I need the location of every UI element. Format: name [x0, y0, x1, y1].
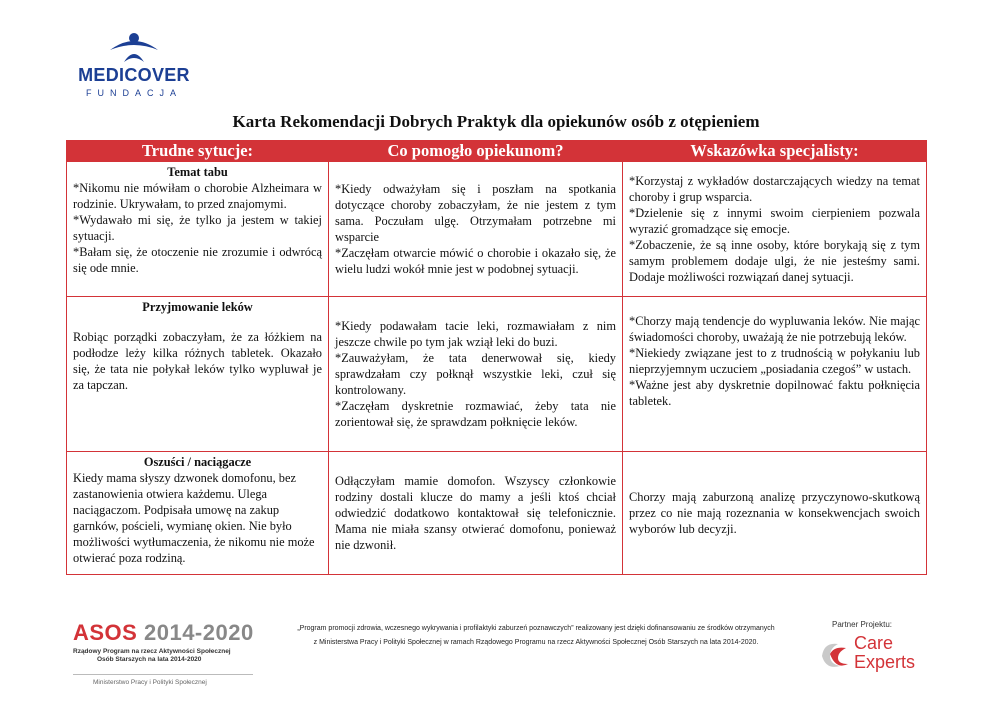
cell-text: Chorzy mają zaburzoną analizę przyczynowo-skutkową przez co nie mają rozeznania w konsekwencjach swoich wyborów lub decyzji.: [629, 490, 920, 536]
situation-cell: [67, 452, 329, 575]
header-specialist-advice: Wskazówka specjalisty:: [623, 141, 927, 162]
program-note: [276, 624, 796, 648]
cell-text: *Kiedy podawałam tacie leki, rozmawiałam z nim jeszcze chwile po tym jak wziął leki do buzi.: [335, 319, 616, 349]
page-title: Karta Rekomendacji Dobrych Praktyk dla opiekunów osób z otępieniem: [232, 112, 760, 131]
logo-brand-text: MEDICOVER: [78, 65, 190, 85]
asos-prefix: ASOS: [73, 620, 138, 645]
asos-title: [73, 620, 273, 646]
helped-cell: [329, 162, 623, 297]
cell-text: *Bałam się, że otoczenie nie zrozumie i odwrócą się ode mnie.: [73, 245, 322, 275]
cell-text: *Wydawało mi się, że tylko ja jestem w takiej sytuacji.: [73, 213, 322, 243]
situation-cell: [67, 297, 329, 452]
asos-logo: [73, 620, 273, 686]
table-header-row: [67, 141, 927, 162]
advice-cell: [623, 297, 927, 452]
helped-cell: [329, 297, 623, 452]
helped-cell: [329, 452, 623, 575]
cell-text: *Niekiedy związane jest to z trudnością w połykaniu lub nieprzyjemnym uczuciem „posiadania czegoś” w ustach.: [629, 346, 920, 376]
category-title: Oszuści / naciągacze: [143, 455, 252, 469]
table-row: [67, 297, 927, 452]
cell-text: *Chorzy mają tendencje do wypluwania leków. Nie mając świadomości choroby, uważają że nie potrzebują leków.: [629, 314, 920, 344]
cell-text: *Zobaczenie, że są inne osoby, które borykają się z tym samym problemem dodaje ulgi, że nie jesteśmy sami. Dodaje możliwości rozwiązań danej sytuacji.: [629, 238, 920, 284]
medicover-emblem-icon: [106, 28, 162, 64]
cell-text: *Nikomu nie mówiłam o chorobie Alzheimara w rodzinie. Ukrywałam, to przed znajomymi.: [73, 181, 322, 211]
advice-cell: [623, 452, 927, 575]
care-experts-logo-icon: [816, 638, 852, 672]
category-title: Temat tabu: [167, 165, 228, 179]
divider: [73, 674, 253, 675]
asos-subtitle-2: Osób Starszych na lata 2014-2020: [97, 656, 202, 663]
program-line-1: „Program promocji zdrowia, wczesnego wykrywania i profilaktyki zaburzeń poznawczych” realizowany jest dzięki dofinansowaniu ze środków otrzymanych: [297, 625, 775, 632]
partner-name-1: Care: [854, 633, 894, 653]
table-row: [67, 162, 927, 297]
cell-text: *Zaczęłam otwarcie mówić o chorobie i okazało się, że wielu ludzi wokół mnie jest w podobnej sytuacji.: [335, 246, 616, 276]
header-what-helped: Co pomogło opiekunom?: [329, 141, 623, 162]
category-title: Przyjmowanie leków: [142, 300, 253, 314]
situation-cell: [67, 162, 329, 297]
partner-label: Partner Projektu:: [832, 620, 893, 629]
advice-cell: [623, 162, 927, 297]
asos-years: 2014-2020: [143, 620, 254, 645]
asos-subtitle-1: Rządowy Program na rzecz Aktywności Społecznej: [73, 648, 231, 655]
cell-text: *Dzielenie się z innymi swoim cierpieniem pozwala wyrazić gromadzące się emocje.: [629, 206, 920, 236]
cell-text: Robiąc porządki zobaczyłam, że za łóżkiem na podłodze leży kilka różnych tabletek. Okazało się, że tata nie połykał leków tylko wypluwał je za tapczan.: [73, 330, 322, 392]
partner-name: [854, 634, 915, 672]
cell-text: *Korzystaj z wykładów dostarczających wiedzy na temat choroby i grup wsparcia.: [629, 174, 920, 204]
cell-text: Kiedy mama słyszy dzwonek domofonu, bez zastanowienia otwiera każdemu. Ulega naciągaczom. Podpisała umowę na zakup garnków, pościeli, wymianę okien. Nie było możliwości wytłumaczenia, że nikomu nie może otwierać poza rodziną.: [73, 471, 315, 565]
program-line-2: z Ministerstwa Pracy i Polityki Społecznej w ramach Rządowego Programu na rzecz Aktywności Społecznej Osób Starszych na lata 2014-2020.: [313, 639, 759, 646]
ministry-name: Ministerstwo Pracy i Polityki Społecznej: [93, 679, 207, 686]
recommendations-table: [66, 140, 927, 575]
medicover-logo: [78, 28, 190, 108]
header-difficult-situations: Trudne sytucje:: [67, 141, 329, 162]
cell-text: Odłączyłam mamie domofon. Wszyscy członkowie rodziny dostali klucze do mamy a jeśli ktoś chciał odwiedzić dodatkowo kontaktował się telefonicznie. Mama nie miała szansy otwierać domofonu, ponieważ nie dzwonił.: [335, 474, 616, 552]
cell-text: *Kiedy odważyłam się i poszłam na spotkania dotyczące choroby zobaczyłam, że nie jestem z tym sama. Poczułam ulgę. Otrzymałam potrzebne mi wsparcie: [335, 182, 616, 244]
cell-text: *Zaczęłam dyskretnie rozmawiać, żeby tata nie zorientował się, że sprawdzam połknięcie leków.: [335, 399, 616, 429]
logo-sub-text: FUNDACJA: [85, 88, 182, 98]
partner-block: [810, 620, 940, 672]
table-row: [67, 452, 927, 575]
cell-text: *Ważne jest aby dyskretnie dopilnować faktu połknięcia tabletek.: [629, 378, 920, 408]
partner-name-2: Experts: [854, 652, 916, 672]
cell-text: *Zauważyłam, że tata denerwował się, kiedy sprawdzałam czy połknął wszystkie leki, czuł się kontrolowany.: [335, 351, 616, 397]
